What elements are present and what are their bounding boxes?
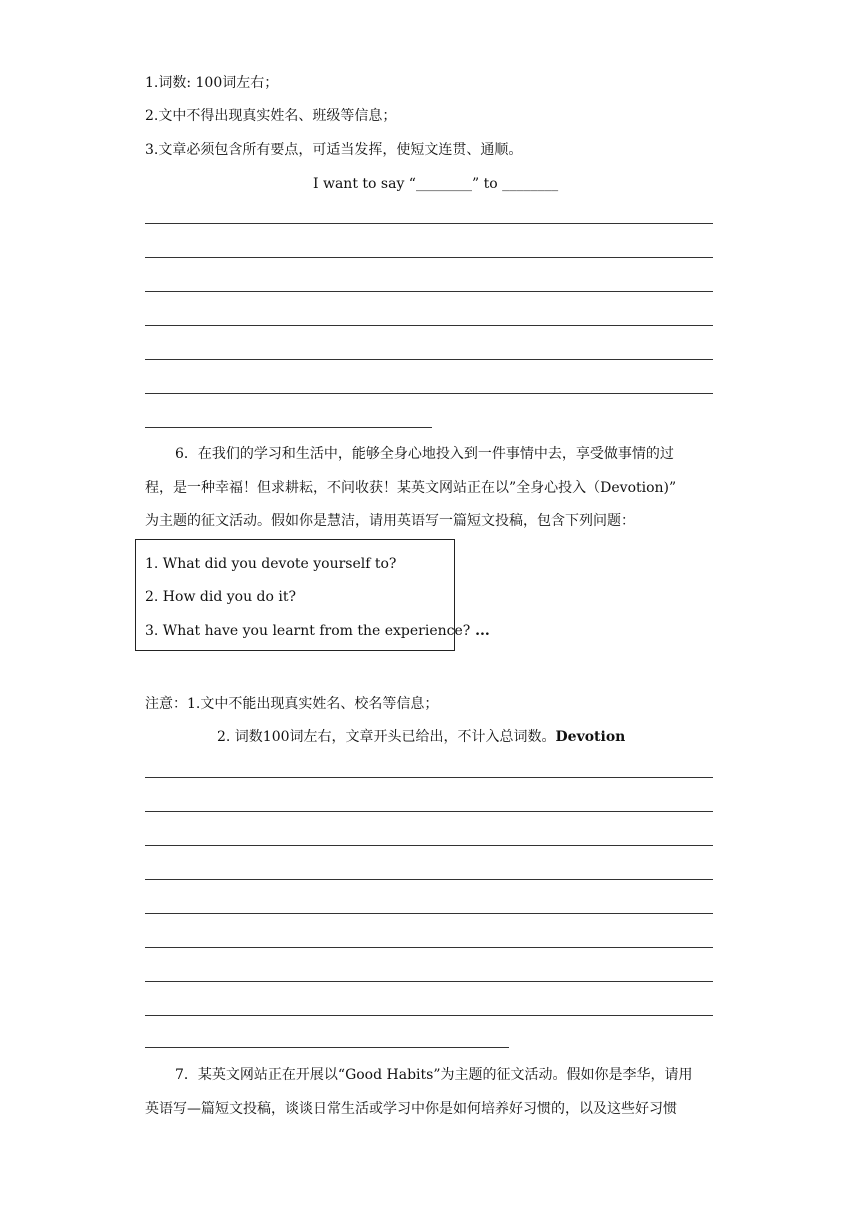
writing-line (145, 845, 713, 846)
writing-line (145, 811, 713, 812)
writing-line (145, 257, 713, 258)
writing-line (145, 981, 713, 982)
writing-line (145, 427, 432, 428)
note-line2 (217, 727, 625, 747)
questions-box (135, 539, 490, 651)
requirement-no-names: 2.文中不得出现真实姓名、班级等信息； (145, 108, 397, 124)
question-item-2: 2. How did you do it? (145, 589, 296, 605)
note-line1: 注意：1.文中不能出现真实姓名、校名等信息； (145, 696, 439, 712)
question6-line3: 为主题的征文活动。假如你是慧洁，请用英语写一篇短文投稿，包含下列问题： (145, 513, 635, 529)
writing-line (145, 223, 713, 224)
writing-line (145, 947, 713, 948)
requirement-all-points: 3.文章必须包含所有要点，可适当发挥，使短文连贯、通顺。 (145, 142, 523, 158)
writing-line (145, 1015, 713, 1016)
writing-line (145, 291, 713, 292)
writing-line (145, 879, 713, 880)
note-line2-text: 2. 词数100词左右，文章开头已给出，不计入总词数。 (217, 729, 556, 745)
writing-line (145, 777, 713, 778)
question-item-3-text: 3. What have you learnt from the experience? (145, 623, 471, 639)
essay-start-word: Devotion (555, 729, 626, 745)
writing-line (145, 359, 713, 360)
question7-line2: 英语写—篇短文投稿，谈谈日常生活或学习中你是如何培养好习惯的，以及这些好习惯 (145, 1101, 677, 1117)
writing-line (145, 913, 713, 914)
writing-line (145, 325, 713, 326)
question-item-3-ellipsis: ... (470, 623, 490, 639)
writing-line (145, 393, 713, 394)
essay-title: I want to say “________” to ________ (313, 176, 559, 192)
question6-line2: 程，是一种幸福！但求耕耘，不问收获！某英文网站正在以”全身心投入（Devotion)” (145, 480, 677, 496)
writing-line (145, 1047, 509, 1048)
question-item-3 (145, 621, 490, 641)
question-item-1: 1. What did you devote yourself to? (145, 556, 397, 572)
question6-line1: 6．在我们的学习和生活中，能够全身心地投入到一件事情中去，享受做事情的过 (175, 446, 674, 462)
requirement-word-count: 1.词数: 100词左右； (145, 75, 279, 91)
question7-line1: 7．某英文网站正在开展以“Good Habits”为主题的征文活动。假如你是李华，请用 (175, 1067, 693, 1083)
